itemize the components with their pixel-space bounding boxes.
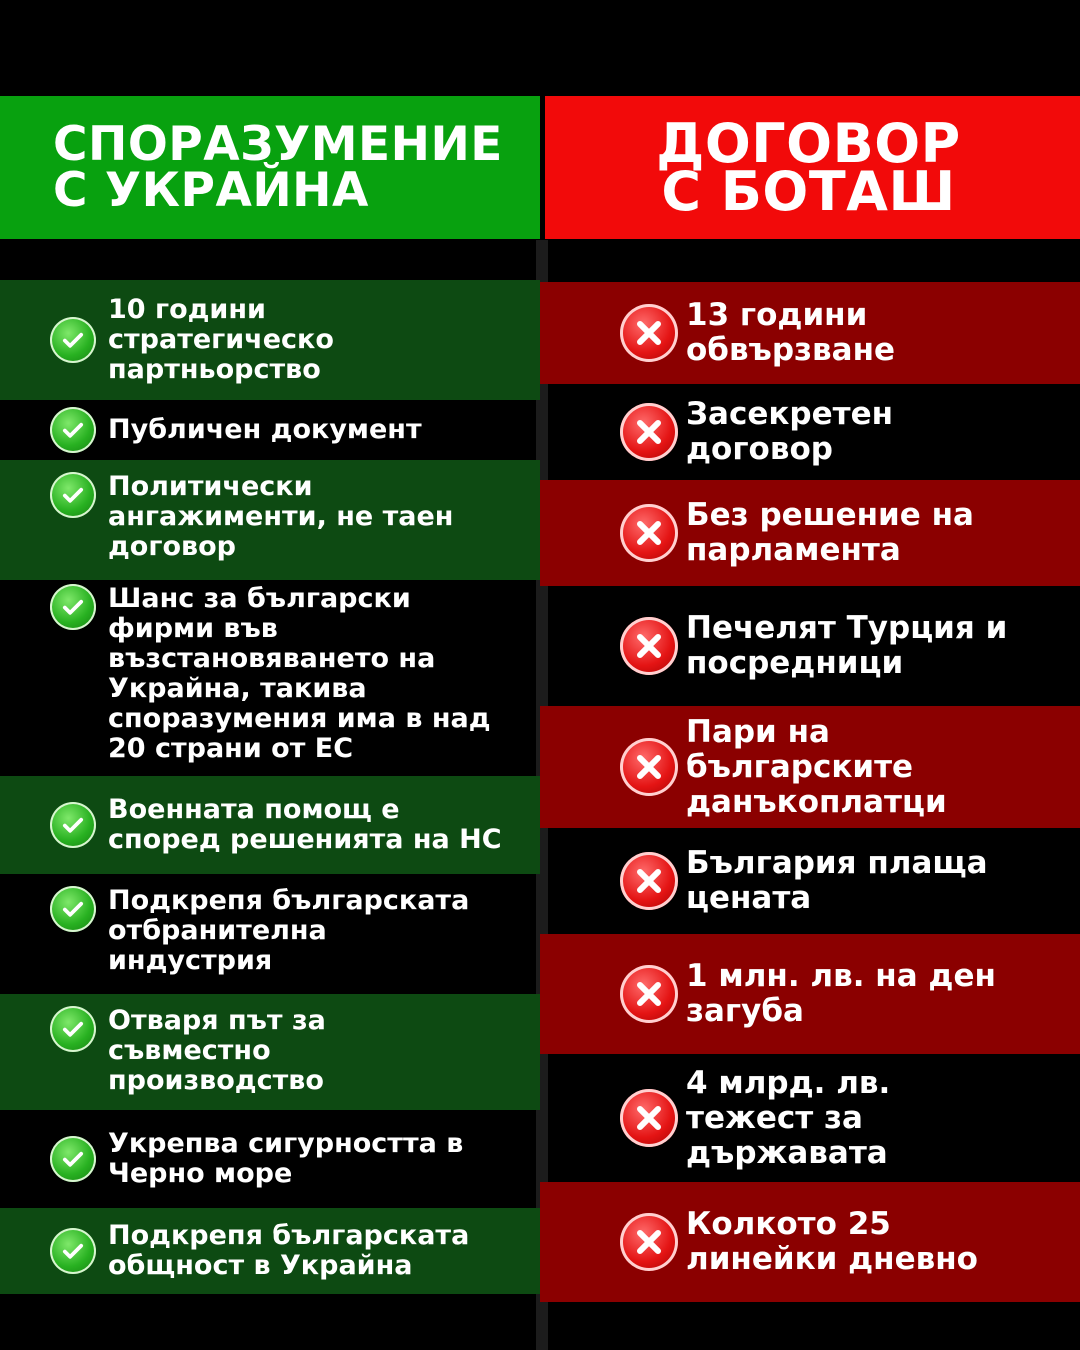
right-column-title: ДОГОВОР С БОТАШ	[656, 111, 961, 223]
contract-item-text: Колкото 25 линейки дневно	[686, 1206, 978, 1277]
agreement-item	[0, 994, 540, 1110]
x-circle-icon	[620, 403, 678, 461]
contract-item	[540, 706, 1080, 828]
agreement-item	[0, 1208, 540, 1294]
contract-item-text: Засекретен договор	[686, 396, 894, 467]
contract-item	[540, 934, 1080, 1054]
check-circle-icon	[50, 1228, 96, 1274]
x-circle-icon	[620, 504, 678, 562]
x-circle-icon	[620, 1089, 678, 1147]
left-column-header	[0, 96, 540, 239]
agreement-item-text: Публичен документ	[108, 414, 422, 445]
agreement-item	[0, 280, 540, 400]
agreement-item	[0, 874, 540, 994]
agreement-item	[0, 400, 540, 460]
agreement-item-text: Отваря път за съвместно производство	[108, 1005, 326, 1096]
contract-item-text: България плаща цената	[686, 845, 988, 916]
contract-item-text: Пари на българските данъкоплатци	[686, 713, 947, 820]
check-circle-icon	[50, 1006, 96, 1052]
agreement-item-text: Подкрепя българската общност в Украйна	[108, 1220, 470, 1281]
check-circle-icon	[50, 802, 96, 848]
contract-item	[540, 586, 1080, 706]
x-circle-icon	[620, 617, 678, 675]
contract-item-text: 1 млн. лв. на ден загуба	[686, 958, 996, 1029]
contract-item-text: 4 млрд. лв. тежест за държавата	[686, 1064, 891, 1171]
x-circle-icon	[620, 304, 678, 362]
contract-item	[540, 384, 1080, 480]
check-circle-icon	[50, 472, 96, 518]
contract-item	[540, 828, 1080, 934]
agreement-item-text: Политически ангажименти, не таен договор	[108, 471, 454, 562]
check-circle-icon	[50, 584, 96, 630]
agreement-item	[0, 776, 540, 874]
contract-item-text: Без решение на парламента	[686, 497, 974, 568]
agreement-item-text: Укрепва сигурността в Черно море	[108, 1128, 464, 1189]
agreement-item-text: 10 години стратегическо партньорство	[108, 294, 334, 385]
agreement-item-text: Подкрепя българската отбранителна индустрия	[108, 885, 470, 976]
right-column-header	[545, 96, 1080, 239]
contract-item	[540, 282, 1080, 384]
x-circle-icon	[620, 852, 678, 910]
contract-item	[540, 1182, 1080, 1302]
check-circle-icon	[50, 1136, 96, 1182]
agreement-item	[0, 460, 540, 580]
agreement-item-text: Шанс за български фирми във възстановяването на Украйна, такива споразумения има в над 20 страни от ЕС	[108, 583, 491, 764]
check-circle-icon	[50, 886, 96, 932]
check-circle-icon	[50, 407, 96, 453]
check-circle-icon	[50, 317, 96, 363]
x-circle-icon	[620, 965, 678, 1023]
contract-item-text: Печелят Турция и посредници	[686, 610, 1008, 681]
agreement-item	[0, 580, 540, 776]
x-circle-icon	[620, 738, 678, 796]
agreement-item-text: Военната помощ е според решенията на НС	[108, 794, 502, 855]
contract-item	[540, 1054, 1080, 1182]
left-column-title: СПОРАЗУМЕНИЕ С УКРАЙНА	[53, 116, 503, 218]
contract-item	[540, 480, 1080, 586]
x-circle-icon	[620, 1213, 678, 1271]
contract-item-text: 13 години обвързване	[686, 297, 896, 368]
agreement-item	[0, 1110, 540, 1208]
